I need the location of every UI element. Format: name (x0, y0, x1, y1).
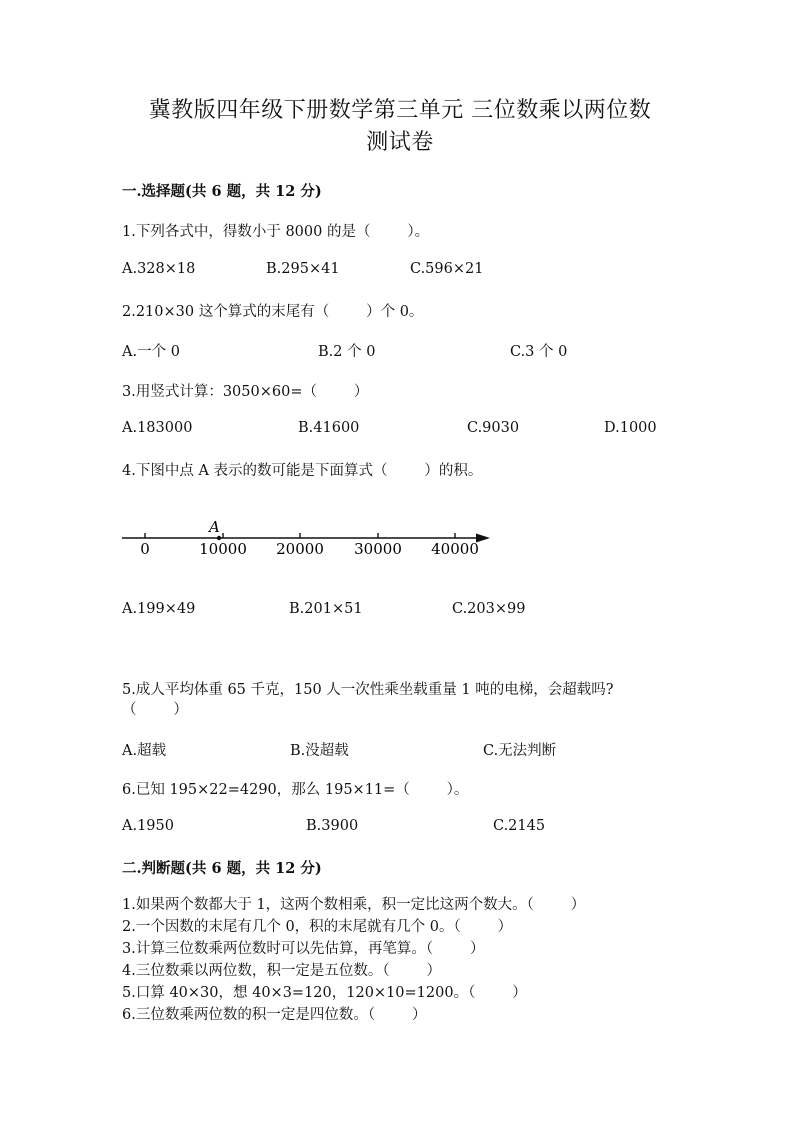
point-a-label: A (209, 518, 220, 536)
question-1-option-a: A.328×18 (122, 261, 196, 277)
judgement-item-2: 2.一个因数的末尾有几个 0，积的末尾就有几个 0。（ ） (122, 919, 513, 935)
judgement-item-1: 1.如果两个数都大于 1，这两个数相乘，积一定比这两个数大。（ ） (122, 897, 586, 913)
tick-label-30000: 30000 (354, 540, 402, 558)
question-5-option-b: B.没超载 (290, 743, 349, 759)
section-heading-judgement: 二.判断题(共 6 题，共 12 分) (122, 860, 322, 877)
question-2-stem: 2.210×30 这个算式的末尾有（ ）个 0。 (122, 304, 424, 320)
question-6-option-a: A.1950 (122, 818, 174, 834)
tick-label-40000: 40000 (431, 540, 479, 558)
section-heading-choice: 一.选择题(共 6 题，共 12 分) (122, 183, 322, 200)
question-5-stem-blank: （ ） (122, 702, 188, 718)
tick-label-0: 0 (140, 540, 150, 558)
question-6-option-c: C.2145 (493, 818, 546, 834)
question-4-option-c: C.203×99 (452, 601, 526, 617)
number-line-figure (118, 512, 498, 562)
question-4-option-b: B.201×51 (289, 601, 363, 617)
question-5-option-c: C.无法判断 (483, 743, 557, 759)
question-1-stem: 1.下列各式中，得数小于 8000 的是（ ）。 (122, 224, 430, 240)
question-4-stem: 4.下图中点 A 表示的数可能是下面算式（ ）的积。 (122, 463, 483, 479)
question-3-option-b: B.41600 (298, 420, 360, 436)
question-2-option-a: A.一个 0 (122, 344, 180, 360)
page-title-line2: 测试卷 (366, 130, 434, 155)
question-2-option-c: C.3 个 0 (510, 344, 568, 360)
question-2-option-b: B.2 个 0 (318, 344, 376, 360)
page-title: 冀教版四年级下册数学第三单元 三位数乘以两位数 (148, 98, 652, 123)
question-1-option-b: B.295×41 (266, 261, 340, 277)
tick-label-10000: 10000 (199, 540, 247, 558)
question-6-option-b: B.3900 (306, 818, 359, 834)
judgement-item-4: 4.三位数乘以两位数，积一定是五位数。（ ） (122, 963, 441, 979)
judgement-item-5: 5.口算 40×30，想 40×3=120，120×10=1200。（ ） (122, 985, 527, 1001)
question-4-option-a: A.199×49 (122, 601, 196, 617)
judgement-item-3: 3.计算三位数乘两位数时可以先估算，再笔算。（ ） (122, 941, 485, 957)
tick-label-20000: 20000 (276, 540, 324, 558)
question-3-option-d: D.1000 (604, 420, 657, 436)
question-5-stem: 5.成人平均体重 65 千克，150 人一次性乘坐载重量 1 吨的电梯，会超载吗? (122, 682, 614, 698)
question-6-stem: 6.已知 195×22=4290，那么 195×11=（ ）。 (122, 782, 469, 798)
question-3-stem: 3.用竖式计算：3050×60=（ ） (122, 384, 369, 400)
question-1-option-c: C.596×21 (410, 261, 484, 277)
judgement-item-6: 6.三位数乘两位数的积一定是四位数。（ ） (122, 1007, 427, 1023)
question-5-option-a: A.超载 (122, 743, 167, 759)
question-3-option-c: C.9030 (467, 420, 520, 436)
question-3-option-a: A.183000 (122, 420, 193, 436)
